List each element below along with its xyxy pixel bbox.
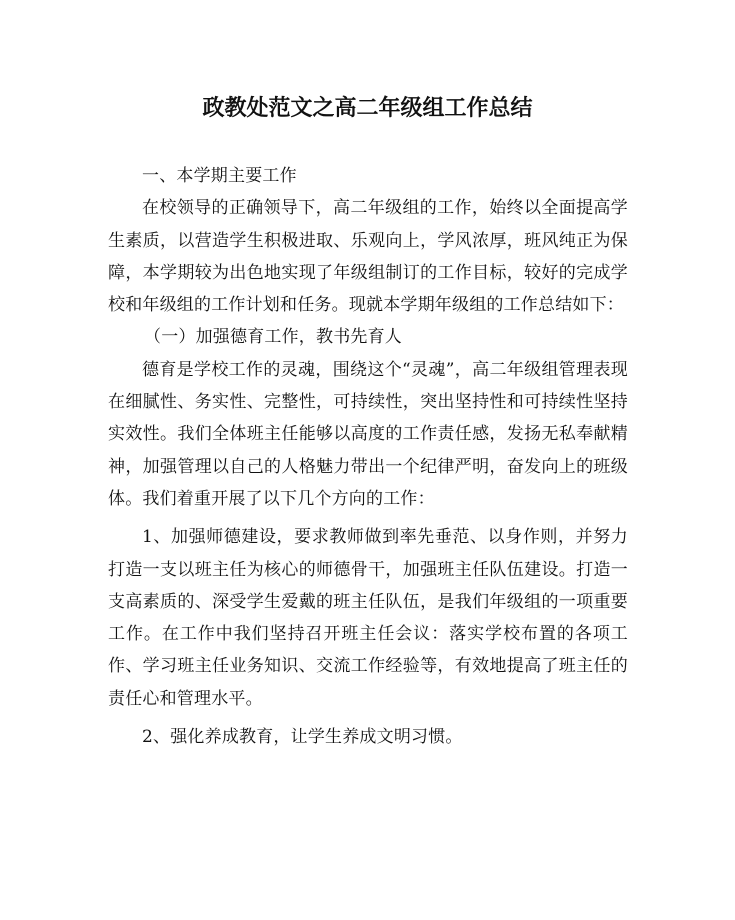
section-heading: 一、本学期主要工作 xyxy=(142,166,297,186)
subsection-heading: （一）加强德育工作，教书先育人 xyxy=(144,327,402,348)
moral-education-paragraph: 德育是学校工作的灵魂，围绕这个“灵魂”，高二年级组管理表现在细腻性、务实性、完整性，可持续性，突出坚持性和可持续性坚持实效性。我们全体班主任能够以高度的工作责任感，发扬无私奉献精神，加强管理以自己的人格魅力带出一个纪律严明，奋发向上的班级体。我们着重开展了以下几个方向的工作： xyxy=(108,359,628,509)
document-body xyxy=(108,160,628,753)
document-title: 政教处范文之高二年级组工作总结 xyxy=(202,96,533,121)
habit-education-paragraph: 2、强化养成教育，让学生养成文明习惯。 xyxy=(142,727,463,748)
teacher-ethics-paragraph: 1、加强师德建设，要求教师做到率先垂范、以身作则，并努力打造一支以班主任为核心的师德骨干，加强班主任队伍建设。打造一支高素质的、深受学生爱戴的班主任队伍，是我们年级组的一项重要工作。在工作中我们坚持召开班主任会议：落实学校布置的各项工作、学习班主任业务知识、交流工作经验等，有效地提高了班主任的责任心和管理水平。 xyxy=(108,527,628,709)
intro-paragraph: 在校领导的正确领导下，高二年级组的工作，始终以全面提高学生素质，以营造学生积极进取、乐观向上，学风浓厚，班风纯正为保障，本学期较为出色地实现了年级组制订的工作目标，较好的完成学校和年级组的工作计划和任务。现就本学期年级组的工作总结如下： xyxy=(108,198,628,316)
